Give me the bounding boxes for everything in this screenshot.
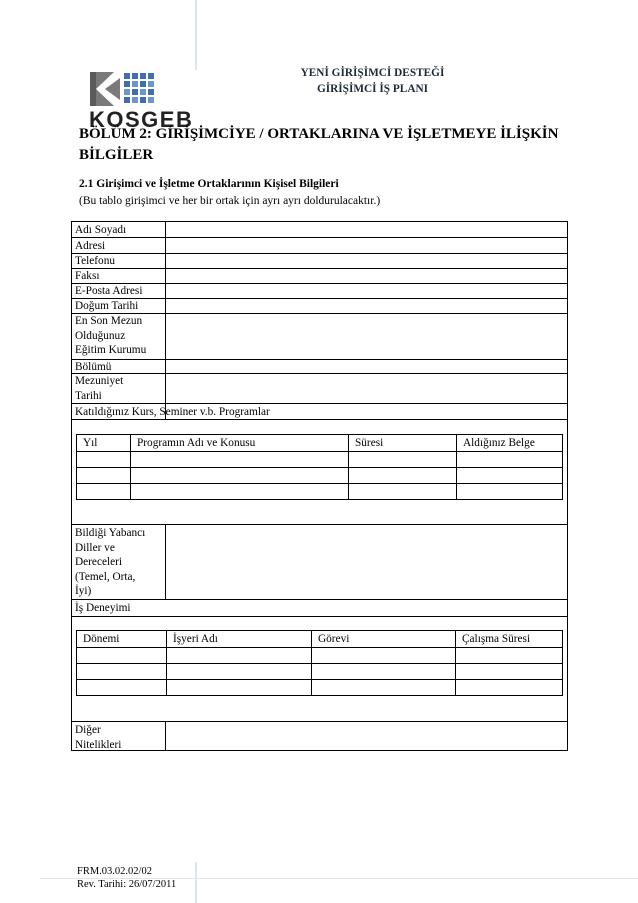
logo-text: KOSGEB bbox=[89, 107, 194, 132]
table-row bbox=[77, 468, 563, 484]
phone-label: Telefonu bbox=[75, 255, 115, 267]
kosgeb-logo bbox=[86, 70, 194, 132]
table-cell[interactable] bbox=[312, 648, 456, 664]
row-divider bbox=[71, 298, 568, 299]
row-divider bbox=[71, 403, 568, 404]
table-cell[interactable] bbox=[457, 452, 563, 468]
work-duration-column-header: Çalışma Süresi bbox=[456, 631, 563, 648]
table-cell[interactable] bbox=[77, 680, 167, 696]
label-line: Olduğunuz bbox=[75, 329, 126, 342]
address-label: Adresi bbox=[75, 240, 106, 252]
label-line: Diğer bbox=[75, 724, 101, 736]
table-row bbox=[77, 664, 563, 680]
column-divider bbox=[165, 221, 166, 419]
subsection-title: 2.1 Girişimci ve İşletme Ortaklarının Kişisel Bilgileri bbox=[79, 178, 339, 190]
row-divider bbox=[71, 283, 568, 284]
birth-date-label: Doğum Tarihi bbox=[75, 300, 139, 312]
workplace-column-header: İşyeri Adı bbox=[167, 631, 312, 648]
name-label: Adı Soyadı bbox=[75, 224, 127, 236]
label-line: Tarihi bbox=[75, 389, 102, 402]
label-line: Nitelikleri bbox=[75, 738, 122, 751]
table-cell[interactable] bbox=[312, 680, 456, 696]
label-line: Eğitim Kurumu bbox=[75, 344, 147, 357]
table-cell[interactable] bbox=[77, 468, 131, 484]
courses-table bbox=[76, 434, 563, 500]
form-code: FRM.03.02.02/02 bbox=[77, 866, 152, 877]
duration-column-header: Süresi bbox=[349, 435, 457, 452]
certificate-column-header: Aldığınız Belge bbox=[457, 435, 563, 452]
row-divider bbox=[71, 524, 568, 525]
table-cell[interactable] bbox=[131, 452, 349, 468]
experience-table bbox=[76, 630, 563, 696]
document-header-line1: YENİ GİRİŞİMCİ DESTEĞİ bbox=[300, 67, 445, 79]
courses-label: Katıldığınız Kurs, Seminer v.b. Programlar bbox=[75, 406, 270, 418]
table-cell[interactable] bbox=[456, 680, 563, 696]
department-label: Bölümü bbox=[75, 361, 112, 373]
label-line: Diller ve bbox=[75, 541, 115, 554]
table-cell[interactable] bbox=[167, 680, 312, 696]
table-row bbox=[77, 648, 563, 664]
table-cell[interactable] bbox=[77, 648, 167, 664]
table-cell[interactable] bbox=[457, 468, 563, 484]
table-cell[interactable] bbox=[167, 648, 312, 664]
table-cell[interactable] bbox=[167, 664, 312, 680]
subsection-note: (Bu tablo girişimci ve her bir ortak için ayrı ayrı doldurulacaktır.) bbox=[79, 195, 381, 207]
label-line: İyi) bbox=[75, 585, 92, 598]
row-divider bbox=[71, 721, 568, 722]
label-line: Bildiği Yabancı bbox=[75, 527, 146, 539]
column-divider bbox=[165, 721, 166, 751]
label-line: En Son Mezun bbox=[75, 315, 143, 327]
row-divider bbox=[71, 373, 568, 374]
column-divider bbox=[165, 524, 166, 599]
period-column-header: Dönemi bbox=[77, 631, 167, 648]
row-divider bbox=[71, 237, 568, 238]
table-cell[interactable] bbox=[456, 648, 563, 664]
position-column-header: Görevi bbox=[312, 631, 456, 648]
decorative-line bbox=[195, 0, 197, 70]
fax-label: Faksı bbox=[75, 270, 100, 282]
table-row bbox=[77, 484, 563, 500]
year-column-header: Yıl bbox=[77, 435, 131, 452]
program-column-header: Programın Adı ve Konusu bbox=[131, 435, 349, 452]
table-cell[interactable] bbox=[77, 452, 131, 468]
label-line: Mezuniyet bbox=[75, 375, 124, 387]
row-divider bbox=[71, 253, 568, 254]
table-cell[interactable] bbox=[456, 664, 563, 680]
table-cell[interactable] bbox=[312, 664, 456, 680]
row-divider bbox=[71, 599, 568, 600]
decorative-line bbox=[195, 862, 197, 903]
table-cell[interactable] bbox=[457, 484, 563, 500]
table-cell[interactable] bbox=[349, 484, 457, 500]
label-line: Dereceleri bbox=[75, 556, 123, 569]
table-row bbox=[77, 680, 563, 696]
table-cell[interactable] bbox=[77, 664, 167, 680]
label-line: (Temel, Orta, bbox=[75, 570, 136, 583]
row-divider bbox=[71, 268, 568, 269]
languages-label bbox=[75, 526, 145, 599]
section-title: BÖLÜM 2: GİRİŞİMCİYE / ORTAKLARINA VE İŞLETMEYE İLİŞKİN BİLGİLER bbox=[79, 126, 559, 163]
table-header-row bbox=[77, 631, 563, 648]
graduation-date-label bbox=[75, 374, 123, 403]
other-qualifications-label bbox=[75, 723, 121, 752]
table-header-row bbox=[77, 435, 563, 452]
document-header-line2: GİRİŞİMCİ İŞ PLANI bbox=[316, 83, 429, 95]
table-cell[interactable] bbox=[77, 484, 131, 500]
table-cell[interactable] bbox=[349, 452, 457, 468]
experience-label: İş Deneyimi bbox=[75, 602, 131, 614]
email-label: E-Posta Adresi bbox=[75, 285, 143, 297]
page-footer bbox=[77, 866, 176, 891]
table-cell[interactable] bbox=[349, 468, 457, 484]
row-divider bbox=[71, 616, 568, 617]
revision-date: Rev. Tarihi: 26/07/2011 bbox=[77, 878, 177, 890]
last-school-label bbox=[75, 314, 146, 358]
table-row bbox=[77, 452, 563, 468]
table-cell[interactable] bbox=[131, 468, 349, 484]
table-cell[interactable] bbox=[131, 484, 349, 500]
row-divider bbox=[71, 359, 568, 360]
